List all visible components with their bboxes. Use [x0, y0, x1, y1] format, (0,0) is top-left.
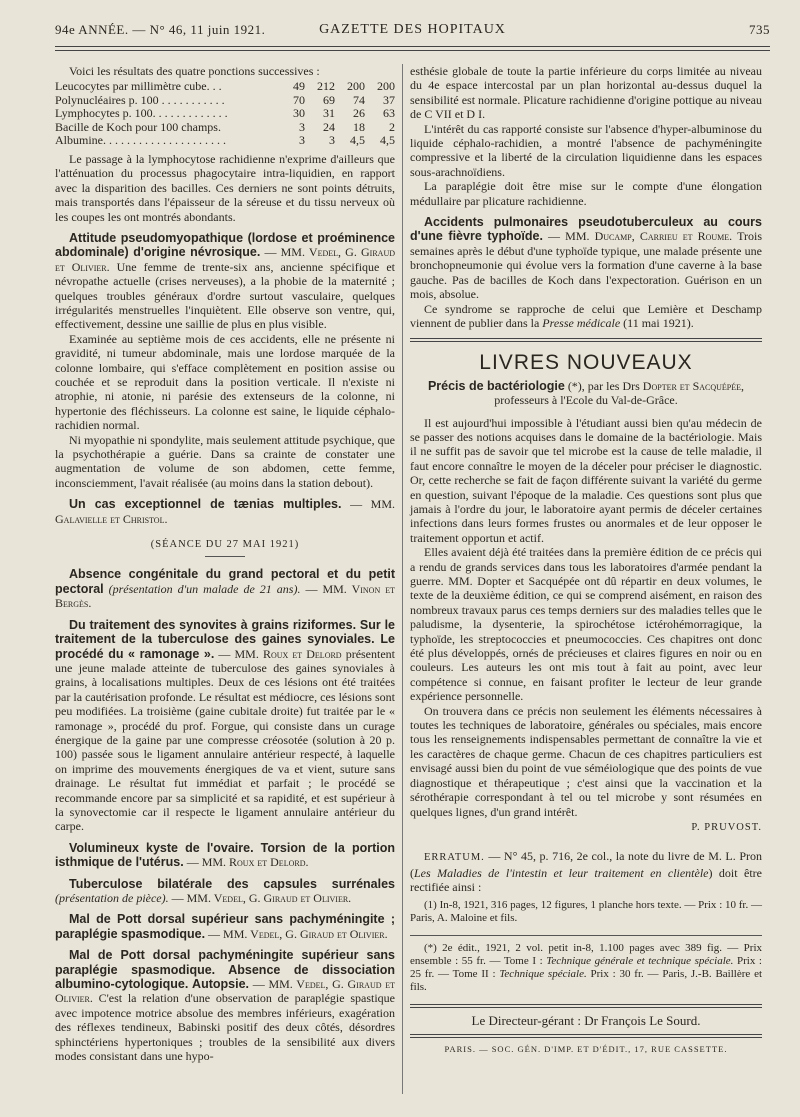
section-surrenales: [55, 877, 395, 906]
section-pott-1: [55, 912, 395, 941]
erratum: [410, 849, 762, 894]
section-title: Volumineux kyste de l'ovaire. Torsion de la portion isthmique de l'utérus.: [55, 840, 395, 870]
paragraph: Il est aujourd'hui impossible à l'étudiant aussi bien qu'au médecin de se passer des notions acquises dans le domaine de la bactériologie. Mais il ne suffit pas de savoir que tel microbe est la cause de telle maladie, il faut encore connaître le moyen de la déceler pour préciser le diagnostic. Or, cette recherche se fait de façon différente suivant la variété du germe en question, suivant l'époque de la maladie. Ces questions sont plus que jamais à l'ordre du jour, le laboratoire ayant permis de déceler certaines infections dans leurs formes frustes ou anormales et de leur opposer le traitement opportun et actif.: [410, 415, 762, 545]
journal-title: GAZETTE DES HOPITAUX: [319, 22, 506, 37]
cell: 30: [293, 106, 305, 121]
cell: 3: [329, 133, 335, 148]
section-authors: — MM. Vinon et Bergès.: [55, 581, 395, 611]
paragraph: esthésie globale de toute la partie inférieure du corps limitée au niveau du 4e espace intercostal par un plan horizontal au-dessus duquel la sensibilité est normale. Plicature rachidienne d'origine pottique au niveau de C VII et D I.: [410, 64, 762, 122]
paragraph: Examinée au septième mois de ces accidents, elle ne présente ni gravidité, ni tumeur abdominale, mais une lordose marquée de la colonne lombaire, qui s'efface complètement en position assise ou couchée et se reproduit dans la position verticale. Il n'existe ni atrophie, ni atonie, ni parésie des extenseurs de la colonne, ni hypertonie des fléchisseurs. La colonne est saine, le liquide céphalo-rachidien normal.: [55, 331, 395, 433]
results-intro: Voici les résultats des quatre ponctions successives :: [69, 64, 320, 78]
cell: 24: [323, 119, 335, 134]
directeur-rule-bottom: [410, 1034, 762, 1038]
header-rule-top: [55, 46, 770, 47]
left-column: [55, 64, 395, 1063]
section-authors: — MM. Roux et Delord.: [183, 855, 309, 870]
livres-rule: [410, 338, 762, 342]
book-ref: Les Maladies de l'intestin et leur traitement en clientèle: [414, 865, 709, 880]
cell: 69: [323, 92, 335, 107]
page-number: 735: [749, 22, 770, 37]
table-row: [55, 107, 395, 121]
header-rule-bottom: [55, 50, 770, 51]
section-title: Attitude pseudomyopathique (lordose et proéminence abdominale) d'origine névrosique.: [55, 230, 395, 260]
section-pectoral: [55, 567, 395, 610]
row-label: Leucocytes par millimètre cube. . .: [55, 79, 222, 94]
book-authors: Dopter et Sacquépée,: [642, 378, 745, 393]
section-title: Accidents pulmonaires pseudotuberculeux au cours d'une fièvre typhoïde.: [410, 215, 762, 244]
book-heading: [410, 379, 762, 393]
cell: 31: [323, 106, 335, 121]
cell: 26: [353, 106, 365, 121]
journal-ref: Presse médicale: [542, 315, 621, 330]
section-title: Du traitement des synovites à grains riziformes. Sur le traitement de la tuberculose des gaines synoviales. Le procédé du « ramonage ».: [55, 617, 395, 661]
row-label: Polynucléaires p. 100 . . . . . . . . . . .: [55, 92, 225, 107]
section-ovary-cyst: [55, 841, 395, 870]
text: Prix : 30 fr. — Paris, J.-B. Baillère et fils.: [410, 967, 763, 993]
section-title: Absence congénitale du grand pectoral et du petit pectoral: [55, 567, 395, 596]
paragraph: Ni myopathie ni spondylite, mais seulement attitude psychique, que la psychothérapie a guérie. Dans sa crainte de constater une augmentation de volume de son abdomen, cette femme, inconsciemment, l'avait réalisée (au moins dans la station debout).: [55, 432, 395, 490]
section-authors: — MM. Vedel, G. Giraud et Olivier.: [168, 891, 352, 905]
cell: 4,5: [380, 133, 395, 148]
section-text: Trois semaines après le début d'une typhoïde typique, une malade présente une bronchopneumonie qui évolue vers la formation d'une caverne à la base gauche. Pas de bacilles de Koch dans l'expectoration. Guérison en un mois, absolue.: [410, 229, 762, 302]
section-title: Tuberculose bilatérale des capsules surrénales: [69, 876, 395, 891]
section-presentation: (présentation d'un malade de 21 ans).: [103, 581, 301, 596]
cell: 2: [389, 119, 395, 134]
section-authors: — MM. Vedel, G. Giraud et Olivier.: [55, 977, 395, 1006]
text: Technique spéciale.: [499, 967, 587, 980]
text: Prix : 25 fr. — Tome II :: [410, 954, 762, 980]
table-row: [55, 134, 395, 148]
section-authors: — MM. Galavielle et Christol.: [55, 497, 396, 526]
text: — N° 45, p. 716, 2e col., la note du livre de M. L. Pron (: [410, 849, 762, 880]
text: Technique générale et technique spéciale.: [546, 954, 734, 967]
results-table: [55, 80, 395, 148]
section-authors: — MM. Roux et Delord: [214, 646, 342, 661]
page-header: [55, 20, 770, 42]
text: (11 mai 1921).: [620, 315, 694, 330]
table-row: [55, 94, 395, 108]
paragraph: On trouvera dans ce précis non seulement les éléments nécessaires à toutes les techniques de laboratoire, générales ou spéciales, mais encore tous les renseignements indispensables permettant de connaître la vie et les caractères de chaque germe. Chacun de ces chapitres particuliers est envisagé aussi bien du point de vue séméiologique que des points de vue diagnostique et thérapeutique ; c'est ainsi que la vaccination et la sérothérapie correspondant à tel ou tel microbe y sont résumées en quelques lignes, d'un grand intérêt.: [410, 703, 762, 819]
paragraph: L'intérêt du cas rapporté consiste sur l'absence d'hyper-albuminose du liquide céphalo-rachidien, a montré l'absence de pachyméningite compressive et la liberté de la circulation liquidienne dans les espaces sous-arachnoïdiens.: [410, 121, 762, 179]
section-text: Une femme de trente-six ans, ancienne spécifique et névropathe actuelle (crises nerveuses), a la phobie de la maternité ; quelques troubles généraux d'ordre surtout vasculaire, quelques irrégularités menstruelles l'inquiètent. Elle observe son ventre, qui, effectivement, dessine une saillie de plus en plus visible.: [55, 259, 396, 332]
table-row: [55, 121, 395, 135]
directeur: Le Directeur-gérant : Dr François Le Sourd.: [471, 1012, 701, 1028]
section-pott-2: [55, 948, 395, 1063]
book-title: Précis de bactériologie: [427, 378, 565, 393]
signature: P. PRUVOST.: [691, 821, 762, 833]
paragraph: La paraplégie doit être mise sur le compte d'une élongation médullaire par plicature rachidienne.: [410, 179, 762, 208]
issue-info: 94e ANNÉE. — N° 46, 11 juin 1921.: [55, 22, 266, 37]
footnote-rule: [410, 935, 762, 936]
section-authors: — MM. Ducamp, Carrieu et Roume.: [542, 229, 733, 244]
cell: 18: [353, 119, 365, 134]
cell: 63: [383, 106, 395, 121]
table-row: [55, 80, 395, 94]
section-authors: — MM. Vedel, G. Giraud et Olivier.: [205, 926, 388, 941]
imprint: PARIS. — SOC. GÉN. D'IMP. ET D'ÉDIT., 17, RUE CASSETTE.: [444, 1043, 728, 1054]
section-title: Mal de Pott dorsal pachyméningite supérieur sans paraplégie spasmodique. Absence de dissociation albumino-cytologique. Autopsie.: [55, 948, 395, 992]
erratum-note: (1) In-8, 1921, 316 pages, 12 figures, 1 planche hors texte. — Prix : 10 fr. — Paris, A. Maloine et fils.: [410, 898, 762, 924]
seance-date: (SÉANCE DU 27 MAI 1921): [150, 539, 300, 551]
section-title: Un cas exceptionnel de tænias multiples.: [69, 497, 342, 512]
book-note: (*), par les Drs: [564, 378, 643, 393]
text: ) doit être rectifiée ainsi :: [410, 865, 762, 895]
paragraph: Elles avaient déjà été traitées dans la première édition de ce précis qui a rendu de grands services dans tous les laboratoires d'armée pendant la guerre. MM. Dopter et Sacquépée ont dû répartir en deux volumes, le texte de la deuxième édition, ce qui se comprend aisément, en raison des nombreux travaux parus ces temps derniers sur des maladies telles que le paludisme, la dysenterie, la spirochétose ictérohémorragique, la typhoïde, les streptococcies et pneumococcies. Ces chapitres ont donc été plus développés, ornés de précieuses et claires figures en noir ou en couleurs. Les auteurs les ont mis tout à fait au point, avec leur compétence si connue, en faisant profiter le lecteur de leur grande expérience personnelle.: [410, 545, 762, 704]
paragraph: Le passage à la lymphocytose rachidienne n'exprime d'ailleurs que l'atténuation du processus phagocytaire intra-liquidien, en rapport avec la disparition des bacilles. Ces derniers ne sont points détruits, mais transportés dans l'épaisseur de la séreuse et du tissu nerveux où les coupes les ont montrés abondants.: [55, 151, 395, 224]
cell: 3: [299, 133, 305, 148]
cell: 37: [383, 92, 395, 107]
erratum-label: ERRATUM.: [424, 852, 485, 864]
section-pseudomyopathic: [55, 231, 395, 332]
footnote: [410, 942, 762, 994]
row-label: Lymphocytes p. 100. . . . . . . . . . . . .: [55, 106, 228, 121]
text: (*) 2e édit., 1921, 2 vol. petit in-8, 1.100 pages avec 389 fig. — Prix ensemble : 55 fr. — Tome I :: [410, 941, 762, 967]
section-pulmonary: [410, 215, 762, 301]
livres-heading: LIVRES NOUVEAUX: [479, 351, 693, 375]
directeur-rule-top: [410, 1004, 762, 1008]
text: Ce syndrome se rapproche de celui que Lemière et Deschamp viennent de publier dans la: [410, 301, 762, 330]
section-authors: — MM. Vedel, G. Giraud et Olivier.: [55, 245, 395, 274]
cell: 49: [293, 79, 305, 94]
section-synovites: [55, 618, 395, 834]
section-text: C'est la relation d'une observation de paraplégie spastique avec impotence motrice absolue des membres inférieurs, exagération des réflexes tendineux, Babinski positif des deux côtés, désordres sphinctériens hypertoniques ; troubles de la sensibilité aux divers modes consistant dans une hypo-: [55, 991, 395, 1064]
cell: 4,5: [350, 133, 365, 148]
section-title: Mal de Pott dorsal supérieur sans pachyméningite ; paraplégie spasmodique.: [55, 912, 395, 941]
row-label: Albumine. . . . . . . . . . . . . . . . . . . . .: [55, 133, 226, 148]
short-divider: [205, 556, 245, 557]
column-divider: [402, 64, 403, 1094]
row-label: Bacille de Koch pour 100 champs.: [55, 119, 221, 134]
section-presentation: (présentation de pièce).: [55, 891, 169, 905]
right-column: [410, 64, 762, 1056]
cell: 74: [353, 92, 365, 107]
cell: 212: [317, 79, 335, 94]
section-text: présentent une jeune malade atteinte de tuberculose des gaines synoviales à grains, à localisations multiples. Deux de ces lésions ont été traitées par la cautérisation profonde. Le résultat est médiocre, ces lésions sont peu modifiées. La troisième (gaine cubitale droite) fut traitée par le « ramonage », procédé du prof. Forgue, qui consiste dans un curage énergique de la gaine par une compresse créosotée (solution à 20 p. 100) passée sous le ligament annulaire antérieur respecté, à laquelle on imprime des mouvements énergiques de va et vient, suture sans drainage. Le résultat fut immédiat et parfait ; le procédé se recommande encore par sa simplicité et sa rapidité, et est supérieur à la synovectomie car il respecte le ligament annulaire antérieur du carpe.: [55, 646, 396, 834]
cell: 200: [377, 79, 395, 94]
cell: 3: [299, 119, 305, 134]
book-professors: professeurs à l'Ecole du Val-de-Grâce.: [494, 393, 678, 408]
section-taenias: [55, 497, 395, 526]
cell: 70: [293, 92, 305, 107]
cell: 200: [347, 79, 365, 94]
paragraph: [410, 302, 762, 331]
